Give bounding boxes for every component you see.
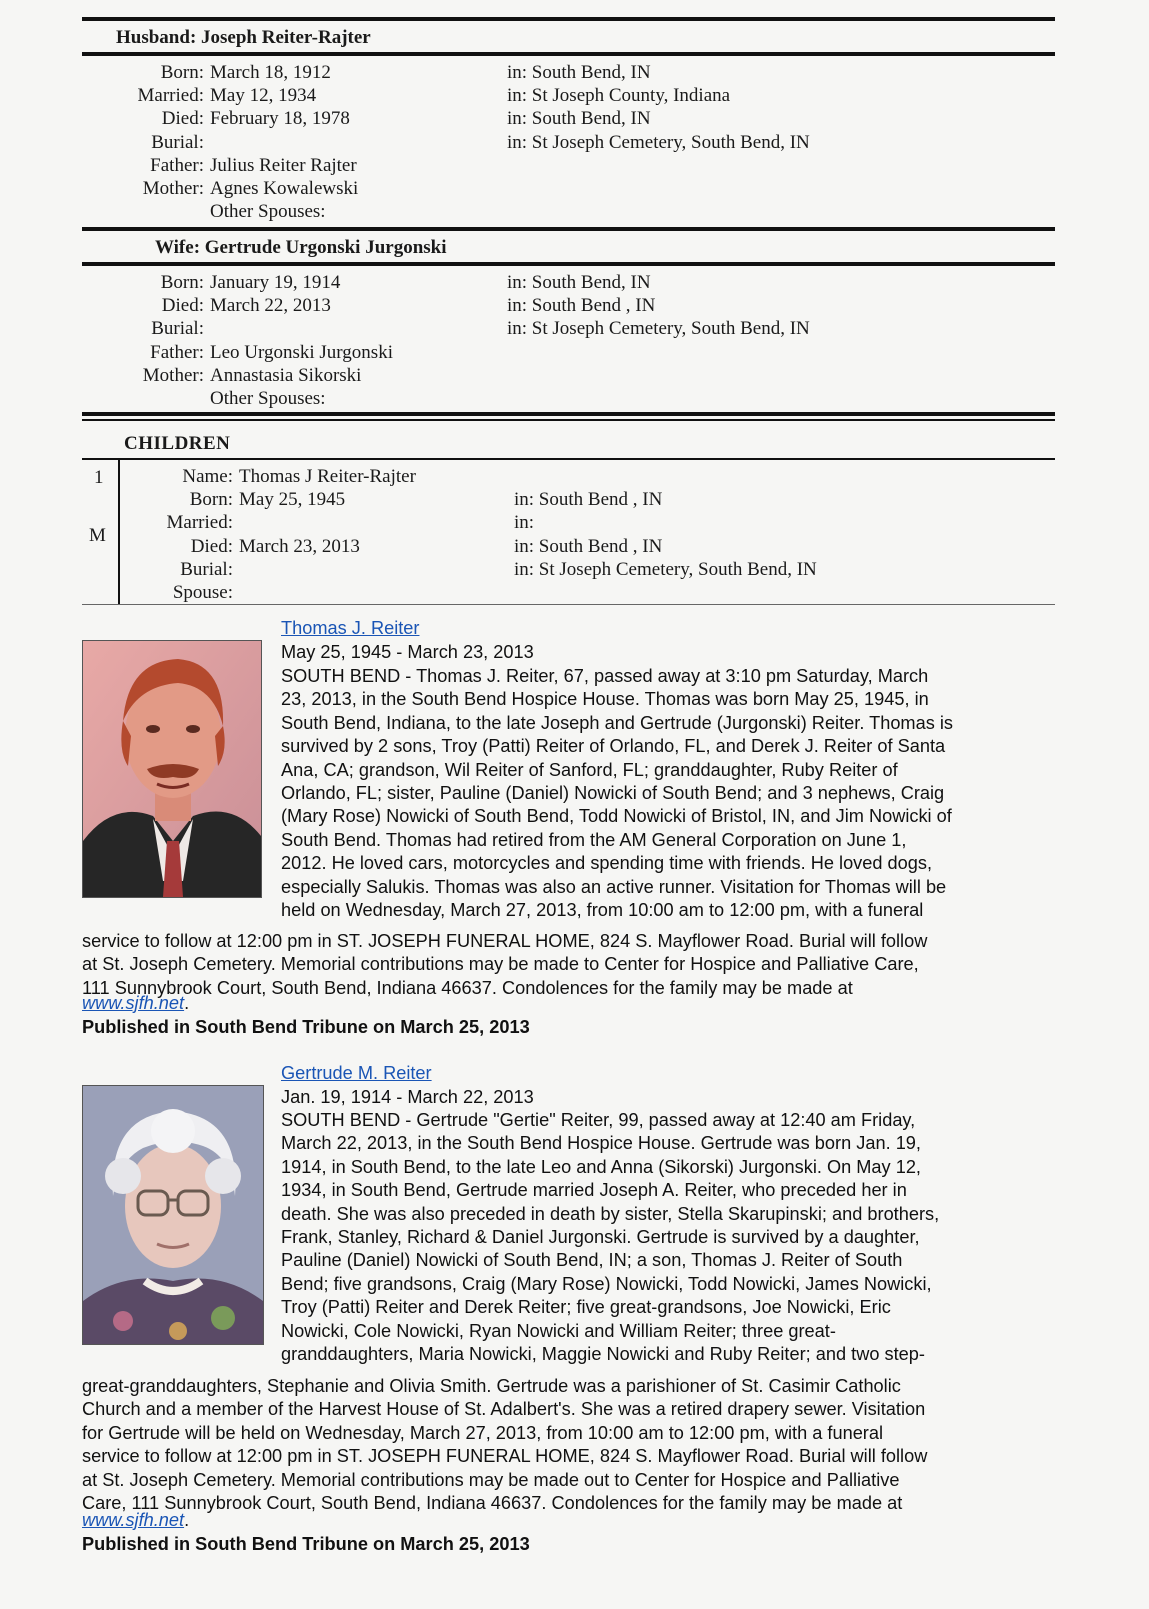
detail-key: Burial: [151, 318, 204, 340]
detail-location: in: South Bend , IN [514, 489, 663, 511]
obituary-line: SOUTH BEND - Gertrude "Gertie" Reiter, 99, passed away at 12:40 am Friday, [281, 1110, 916, 1130]
gertrude-link-line [82, 1508, 189, 1532]
detail-key: Born: [160, 272, 204, 293]
children-rule [82, 458, 1055, 460]
obituary-line: SOUTH BEND - Thomas J. Reiter, 67, passed away at 3:10 pm Saturday, March [281, 666, 929, 686]
obituary-line: Frank, Stanley, Richard & Daniel Jurgonski. Gertrude is survived by a daughter, [281, 1227, 920, 1247]
obituary-line: Pauline (Daniel) Nowicki of South Bend, IN; a son, Thomas J. Reiter of South [281, 1250, 903, 1271]
obituary-line: at St. Joseph Cemetery. Memorial contributions may be made to Center for Hospice and Palliative Care, [82, 954, 919, 975]
detail-row [94, 294, 331, 318]
husband-heading-label: Husband: [116, 27, 197, 48]
gertrude-obituary-dates: Jan. 19, 1914 - March 22, 2013 [281, 1087, 534, 1107]
detail-location: in: South Bend, IN [507, 62, 651, 83]
obituary-line: service to follow at 12:00 pm in ST. JOSEPH FUNERAL HOME, 824 S. Mayflower Road. Burial will follow [82, 1446, 928, 1467]
obituary-line: Ana, CA; grandson, Wil Reiter of Sanford, FL; granddaughter, Ruby Reiter of [281, 759, 898, 780]
wife-rule [82, 262, 1055, 266]
detail-value: Agnes Kowalewski [210, 178, 359, 199]
wife-heading-name: Gertrude Urgonski Jurgonski [204, 237, 447, 258]
gertrude-obituary-title[interactable]: Gertrude M. Reiter [281, 1063, 432, 1083]
thomas-link-suffix: . [184, 993, 190, 1013]
detail-row [94, 84, 316, 108]
detail-location: in: St Joseph Cemetery, South Bend, IN [507, 131, 810, 153]
obituary-line: Troy (Patti) Reiter and Derek Reiter; five great-grandsons, Joe Nowicki, Eric [281, 1297, 891, 1318]
obituary-line: 111 Sunnybrook Court, South Bend, Indiana 46637. Condolences for the family may be made at [82, 977, 853, 998]
detail-row [94, 154, 357, 178]
obituary-line: South Bend, Indiana, to the late Joseph and Gertrude (Jurgonski) Reiter. Thomas is [281, 712, 953, 733]
husband-rule [82, 52, 1055, 56]
children-heading: CHILDREN [124, 433, 231, 454]
husband-heading-name: Joseph Reiter-Rajter [201, 27, 371, 48]
children-top-rule-2 [82, 419, 1055, 421]
gertrude-published-note: Published in South Bend Tribune on March 25, 2013 [82, 1534, 530, 1554]
detail-row [94, 61, 331, 85]
detail-key: Mother: [142, 178, 204, 199]
obituary-line: Bend; five grandsons, Craig (Mary Rose) Nowicki, Todd Nowicki, James Nowicki, [281, 1273, 932, 1294]
detail-value: Other Spouses: [210, 388, 326, 409]
detail-key: Married: [137, 85, 204, 107]
detail-location: in: South Bend, IN [507, 108, 651, 130]
detail-value: March 18, 1912 [210, 62, 331, 83]
detail-value: May 12, 1934 [210, 85, 317, 107]
thomas-obituary-title[interactable]: Thomas J. Reiter [281, 618, 420, 638]
detail-value: May 25, 1945 [239, 489, 346, 511]
obituary-line: Church and a member of the Harvest House of St. Adalbert's. She was a retired drapery sewer. Visitation [82, 1399, 926, 1420]
detail-key: Mother: [142, 364, 204, 386]
obituary-line: service to follow at 12:00 pm in ST. JOSEPH FUNERAL HOME, 824 S. Mayflower Road. Burial will follow [82, 931, 928, 951]
detail-row [94, 271, 340, 295]
obituary-line: death. She was also preceded in death by sister, Stella Skarupinski; and brothers, [281, 1203, 940, 1224]
portrait-woman-image [83, 1086, 263, 1344]
obituary-line: 1934, in South Bend, Gertrude married Joseph A. Reiter, who preceded her in [281, 1180, 907, 1201]
gertrude-link-suffix: . [184, 1510, 190, 1530]
obituary-line: especially Salukis. Thomas was also an active runner. Visitation for Thomas will be [281, 876, 947, 897]
detail-location: in: St Joseph Cemetery, South Bend, IN [507, 318, 810, 340]
thomas-funeral-link[interactable]: www.sjfh.net [82, 993, 185, 1013]
child-sex: M [89, 525, 106, 546]
detail-key: Father: [150, 154, 204, 176]
obituary-line: (Mary Rose) Nowicki of South Bend, Todd Nowicki of Bristol, IN, and Jim Nowicki of [281, 806, 952, 827]
detail-row [94, 317, 210, 341]
detail-row [123, 465, 416, 489]
obituary-line: Nowicki, Cole Nowicki, Ryan Nowicki and William Reiter; three great- [281, 1320, 836, 1341]
obituary-line: held on Wednesday, March 27, 2013, from 10:00 am to 12:00 pm, with a funeral [281, 900, 924, 920]
children-top-rule [82, 412, 1055, 416]
wife-top-rule [82, 227, 1055, 231]
detail-location: in: St Joseph County, Indiana [507, 85, 731, 107]
child-number: 1 [94, 467, 104, 488]
detail-value: Thomas J Reiter-Rajter [239, 466, 416, 487]
obituary-line: March 22, 2013, in the South Bend Hospice House. Gertrude was born Jan. 19, [281, 1133, 921, 1154]
detail-row [94, 387, 326, 411]
obituary-line: Orlando, FL; sister, Pauline (Daniel) Nowicki of South Bend; and 3 nephews, Craig [281, 783, 945, 803]
detail-key: Married: [166, 512, 233, 534]
children-bottom-rule [82, 604, 1055, 605]
wife-heading [155, 237, 447, 259]
detail-row [123, 581, 239, 605]
portrait-man-image [83, 641, 261, 897]
obituary-line: 23, 2013, in the South Bend Hospice House. Thomas was born May 25, 1945, in [281, 689, 929, 710]
detail-key: Name: [182, 466, 233, 487]
obituary-line: granddaughters, Maria Nowicki, Maggie Nowicki and Ruby Reiter; and two step- [281, 1344, 925, 1364]
detail-key: Died: [161, 295, 204, 317]
detail-row [94, 341, 393, 365]
detail-key: Died: [190, 535, 233, 557]
wife-heading-label: Wife: [155, 237, 201, 258]
detail-row [94, 200, 326, 224]
children-divider [118, 459, 120, 604]
gertrude-photo [82, 1085, 264, 1345]
thomas-link-line [82, 991, 189, 1015]
detail-location: in: St Joseph Cemetery, South Bend, IN [514, 558, 817, 580]
detail-row [94, 131, 210, 155]
detail-row [123, 535, 360, 559]
detail-value: Other Spouses: [210, 201, 326, 223]
detail-key: Died: [161, 108, 204, 130]
detail-row [94, 364, 361, 388]
obituary-line: great-granddaughters, Stephanie and Olivia Smith. Gertrude was a parishioner of St. Casimir Catholic [82, 1376, 901, 1396]
detail-key: Burial: [151, 131, 204, 153]
detail-location: in: South Bend , IN [507, 295, 656, 317]
obituary-line: at St. Joseph Cemetery. Memorial contributions may be made out to Center for Hospice and Palliative [82, 1469, 900, 1490]
detail-row [94, 177, 358, 201]
detail-key: Spouse: [172, 582, 233, 603]
gertrude-funeral-link[interactable]: www.sjfh.net [82, 1510, 185, 1530]
detail-value: Leo Urgonski Jurgonski [210, 341, 393, 363]
thomas-obituary-dates: May 25, 1945 - March 23, 2013 [281, 642, 534, 662]
obituary-line: 2012. He loved cars, motorcycles and spending time with friends. He loved dogs, [281, 853, 933, 874]
thomas-photo [82, 640, 262, 898]
detail-key: Father: [150, 341, 204, 363]
detail-row [123, 511, 239, 535]
detail-value: February 18, 1978 [210, 108, 350, 130]
detail-location: in: South Bend, IN [507, 272, 651, 293]
detail-value: March 23, 2013 [239, 535, 360, 557]
detail-value: January 19, 1914 [210, 272, 341, 293]
detail-row [94, 107, 350, 131]
obituary-line: South Bend. Thomas had retired from the AM General Corporation on June 1, [281, 829, 907, 850]
detail-key: Born: [189, 489, 233, 511]
husband-heading [116, 27, 371, 49]
detail-row [123, 488, 345, 512]
detail-value: March 22, 2013 [210, 295, 331, 317]
obituary-line: for Gertrude will be held on Wednesday, March 27, 2013, from 10:00 am to 12:00 pm, with a funeral [82, 1422, 884, 1443]
obituary-line: survived by 2 sons, Troy (Patti) Reiter of Orlando, FL, and Derek J. Reiter of Santa [281, 736, 946, 757]
top-rule [82, 17, 1055, 21]
detail-value: Annastasia Sikorski [210, 364, 362, 386]
detail-row [123, 558, 239, 582]
detail-key: Burial: [180, 558, 233, 580]
thomas-published-note: Published in South Bend Tribune on March 25, 2013 [82, 1017, 530, 1037]
obituary-line: 1914, in South Bend, to the late Leo and Anna (Sikorski) Jurgonski. On May 12, [281, 1156, 921, 1177]
obituary-line: Care, 111 Sunnybrook Court, South Bend, Indiana 46637. Condolences for the family may be made at [82, 1493, 903, 1513]
detail-value: Julius Reiter Rajter [210, 154, 357, 176]
detail-location: in: [514, 512, 535, 534]
detail-location: in: South Bend , IN [514, 535, 663, 557]
detail-key: Born: [160, 62, 204, 83]
